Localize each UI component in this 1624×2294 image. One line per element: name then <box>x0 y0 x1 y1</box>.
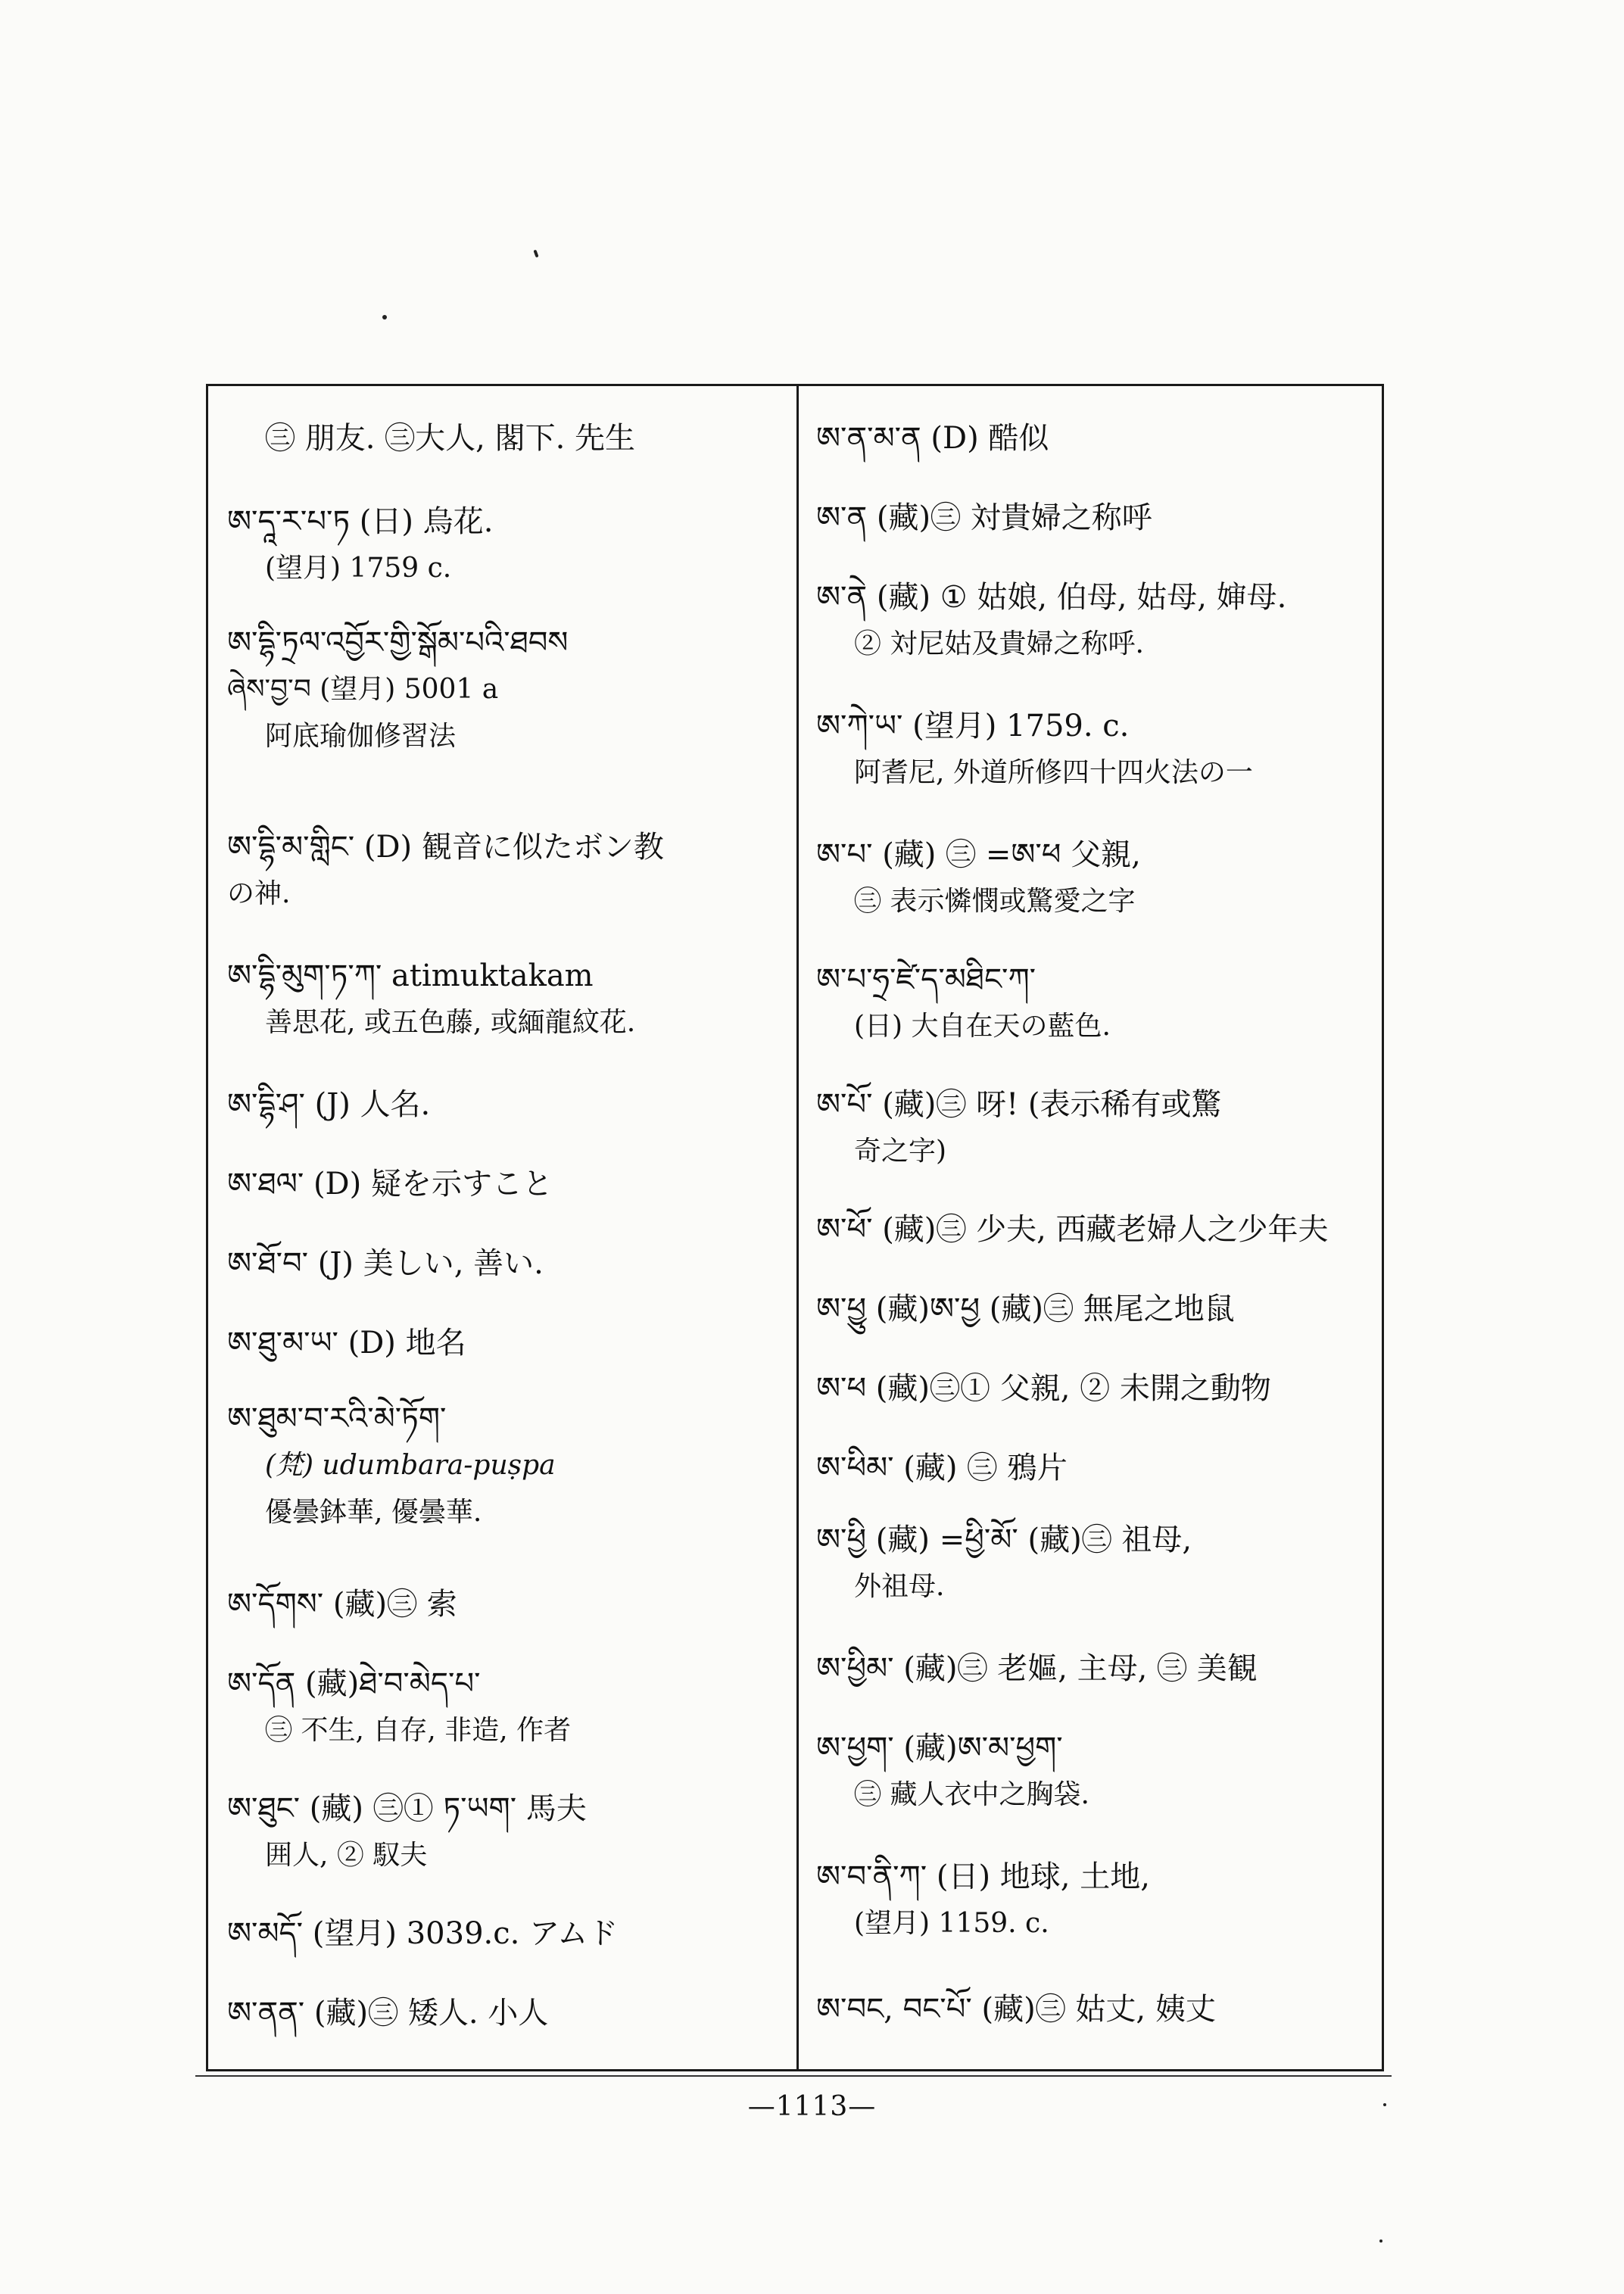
entry-headword: ཨ་ཕིམ་ (藏) ㊂ 鴉片 <box>816 1451 1068 1485</box>
dictionary-entry <box>816 831 1376 925</box>
dictionary-entry <box>816 1365 1376 1412</box>
entry-headword: ཨ་ན་མ་ན (D) 酷似 <box>816 421 1049 456</box>
entry-line: ㊂ 朋友. ㊂大人, 閣下. 先生 <box>265 421 636 456</box>
entry-headword: ཨ་བང, བང་པོ་ (藏)㊂ 姑丈, 姨丈 <box>816 1992 1216 2027</box>
entry-line: (日) 大自在天の藍色. <box>854 1011 1111 1042</box>
entry-headword: ཨ་དྷི་ཤ་ (J) 人名. <box>227 1087 431 1122</box>
entry-headword: ཨ་དོགས་ (藏)㊂ 索 <box>227 1587 457 1622</box>
entry-headword: ཨ་ཕ (藏)㊂① 父親, ② 未開之動物 <box>816 1371 1271 1406</box>
entry-headword: ཨ་ཕྱིམ་ (藏)㊂ 老嫗, 主母, ㊂ 美観 <box>816 1651 1258 1686</box>
scan-speck <box>533 250 538 258</box>
dictionary-entry <box>816 1725 1376 1819</box>
dictionary-entry <box>816 1445 1376 1491</box>
entry-line: 阿耆尼, 外道所修四十四火法の一 <box>854 757 1253 788</box>
entry-headword: ཨ་དཱ་ར་པ་ཏ (日) 烏花. <box>227 504 494 539</box>
entry-line: 奇之字) <box>854 1136 947 1167</box>
entry-headword: ཨ་ཐུམ་བ་རའི་མེ་ཏོག་ <box>227 1401 447 1436</box>
page-number: —1113— <box>747 2091 877 2122</box>
entry-line: の神. <box>227 878 291 909</box>
dictionary-entry <box>816 494 1376 541</box>
entry-headword: ཨ་དྷི་མུག་ཏ་ཀ་ atimuktakam <box>227 958 594 993</box>
entry-headword: ཨ་བ་ནི་ཀ་ (日) 地球, 土地, <box>816 1859 1150 1894</box>
entry-line: ཞེས་བྱ་བ (望月) 5001 a <box>227 674 499 705</box>
column-divider <box>796 386 799 2070</box>
entry-headword: ཨ་ཐོ་བ་ (J) 美しい, 善い. <box>227 1246 544 1281</box>
dictionary-entry <box>227 1240 787 1287</box>
dictionary-entry <box>227 1581 787 1628</box>
entry-line: 善思花, 或五色藤, 或緬龍紋花. <box>265 1007 636 1038</box>
dictionary-entry <box>227 1990 787 2037</box>
entry-headword: ཨ་ཕྱག་ (藏)ཨ་མ་ཕྱག་ <box>816 1731 1063 1766</box>
entry-line: 優曇鉢華, 優曇華. <box>265 1497 482 1528</box>
dictionary-entry <box>227 952 787 1046</box>
entry-headword: ཨ་མདོ་ (望月) 3039.c. アムド <box>227 1916 619 1951</box>
entry-line: 囲人, ② 馭夫 <box>265 1840 428 1871</box>
dictionary-entry <box>816 956 1376 1050</box>
dictionary-entry <box>816 1286 1376 1332</box>
entry-line: (梵) udumbara-puṣpa <box>265 1450 556 1481</box>
entry-line: ㊂ 表示憐憫或驚愛之字 <box>854 886 1136 917</box>
entry-headword: ཨ་པ་ (藏) ㊂ =ཨ་ཕ 父親, <box>816 837 1141 872</box>
entry-line: ㊂ 不生, 自存, 非造, 作者 <box>265 1715 572 1746</box>
entry-headword: ཨ་ནེ (藏) ① 姑娘, 伯母, 姑母, 婶母. <box>816 580 1287 615</box>
dictionary-entry <box>227 1395 787 1536</box>
entry-line: 外祖母. <box>854 1571 945 1602</box>
dictionary-entry <box>227 824 787 918</box>
scan-speck <box>382 315 387 319</box>
entry-line: ㊂ 藏人衣中之胸袋. <box>854 1779 1089 1810</box>
entry-headword: ཨ་ཕྱི (藏) =ཕྱི་མོ་ (藏)㊂ 祖母, <box>816 1523 1192 1557</box>
dictionary-entry <box>227 1081 787 1128</box>
dictionary-entry <box>227 1660 787 1754</box>
entry-headword: ཨ་པོ་ (藏)㊂ 呀! (表示稀有或驚 <box>816 1087 1222 1122</box>
entry-headword: ཨ་པ་ཧྲ་ཛེ་ད་མཐིང་ཀ་ <box>816 962 1036 997</box>
scan-speck <box>1379 2239 1382 2243</box>
entry-headword: ཨ་ཀེ་ཡ་ (望月) 1759. c. <box>816 709 1130 743</box>
dictionary-entry <box>816 1853 1376 1947</box>
entry-line: (望月) 1159. c. <box>854 1908 1049 1939</box>
entry-headword: ཨ་ཐུ་མ་ཡ་ (D) 地名 <box>227 1326 466 1361</box>
entry-line: ② 対尼姑及貴婦之称呼. <box>854 628 1144 659</box>
dictionary-entry <box>816 1206 1376 1253</box>
dictionary-entry <box>816 1081 1376 1175</box>
entry-headword: ཨ་ན (藏)㊂ 対貴婦之称呼 <box>816 500 1152 535</box>
dictionary-entry <box>816 1516 1376 1610</box>
entry-headword: ཨ་ནན་ (藏)㊂ 矮人. 小人 <box>227 1996 549 2031</box>
dictionary-entry <box>816 415 1376 462</box>
dictionary-entry <box>816 1986 1376 2033</box>
dictionary-entry <box>227 1320 787 1367</box>
entry-line: 阿底瑜伽修習法 <box>265 721 457 752</box>
entry-headword: ཨ་ཐལ་ (D) 疑を示すこと <box>227 1167 553 1202</box>
frame-bottom-rule <box>195 2075 1392 2077</box>
dictionary-entry <box>816 1645 1376 1692</box>
dictionary-entry <box>816 703 1376 796</box>
dictionary-entry <box>227 1785 787 1879</box>
dictionary-entry <box>227 619 787 760</box>
entry-headword: ཨ་དོན (藏)ཐེ་བ་མེད་པ་ <box>227 1666 481 1701</box>
entry-headword: ཨ་ཕོ་ (藏)㊂ 少夫, 西藏老婦人之少年夫 <box>816 1212 1329 1247</box>
entry-headword: ཨ་དྷི་མ་གླིང་ (D) 観音に似たボン教 <box>227 830 664 865</box>
entry-headword: ཨ་དྷི་ཏྲལ་འབྱོར་གྱི་སྒོམ་པའི་ཐབས <box>227 625 569 660</box>
dictionary-entry <box>227 1910 787 1957</box>
entry-headword: ཨ་ཕྱུ (藏)ཨ་ཕྱ (藏)㊂ 無尾之地鼠 <box>816 1292 1235 1326</box>
dictionary-entry <box>816 574 1376 668</box>
dictionary-entry <box>227 498 787 592</box>
dictionary-entry <box>227 1161 787 1208</box>
entry-headword: ཨ་ཐུང་ (藏) ㊂① ཏ་ཡག་ 馬夫 <box>227 1791 587 1826</box>
dictionary-entry <box>227 415 787 462</box>
entry-line: (望月) 1759 c. <box>265 553 452 584</box>
